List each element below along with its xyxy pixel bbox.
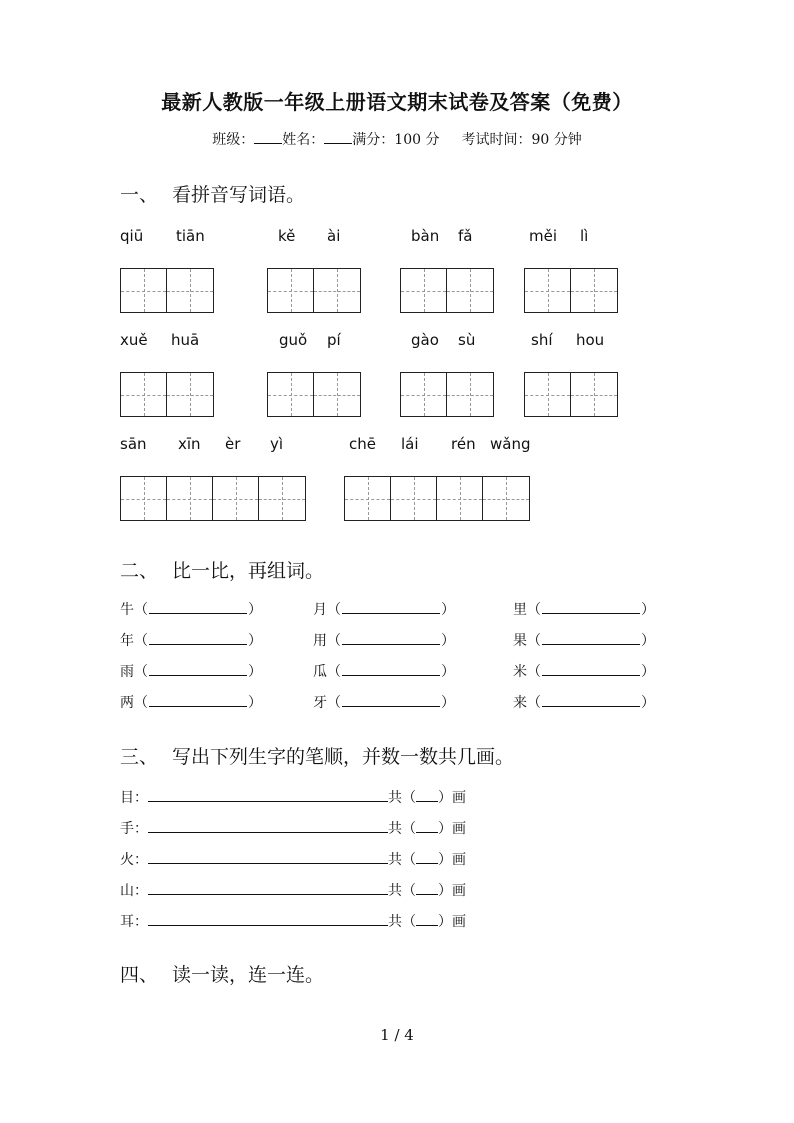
answer-line[interactable] xyxy=(542,600,640,614)
stroke-order-line[interactable] xyxy=(148,912,388,926)
compare-char: 牛 xyxy=(120,602,134,618)
stroke-order-line[interactable] xyxy=(148,788,388,802)
pinyin: huā xyxy=(171,331,200,349)
pinyin: pí xyxy=(327,331,341,349)
page-title: 最新人教版一年级上册语文期末试卷及答案（免费） xyxy=(161,90,633,114)
compare-char: 月 xyxy=(313,602,327,618)
compare-item[interactable] xyxy=(513,599,655,619)
stroke-char: 手： xyxy=(120,821,148,837)
close-paren: ） xyxy=(248,695,262,711)
class-blank[interactable] xyxy=(254,131,282,144)
stroke-item[interactable] xyxy=(120,787,466,807)
total-prefix: 共（ xyxy=(388,790,416,806)
total-suffix: ）画 xyxy=(438,883,466,899)
pinyin: èr xyxy=(225,435,241,453)
close-paren: ） xyxy=(441,695,455,711)
compare-char: 果 xyxy=(513,633,527,649)
compare-char: 雨 xyxy=(120,664,134,680)
stroke-item[interactable] xyxy=(120,849,466,869)
compare-char: 米 xyxy=(513,664,527,680)
compare-item[interactable] xyxy=(120,692,262,712)
writing-grid[interactable] xyxy=(400,268,494,313)
section2-number: 二、 xyxy=(120,560,159,582)
total-suffix: ）画 xyxy=(438,852,466,868)
stroke-count-blank[interactable] xyxy=(416,881,438,895)
pinyin: fǎ xyxy=(458,227,473,245)
pinyin: chē xyxy=(349,435,376,453)
answer-line[interactable] xyxy=(342,631,440,645)
section3-number: 三、 xyxy=(120,746,159,768)
total-prefix: 共（ xyxy=(388,883,416,899)
name-label: 姓名： xyxy=(282,132,325,148)
compare-char: 来 xyxy=(513,695,527,711)
writing-grid[interactable] xyxy=(400,372,494,417)
close-paren: ） xyxy=(441,664,455,680)
total-prefix: 共（ xyxy=(388,914,416,930)
pinyin: měi xyxy=(529,227,558,245)
section1-number: 一、 xyxy=(120,184,159,206)
answer-line[interactable] xyxy=(342,693,440,707)
compare-item[interactable] xyxy=(313,630,455,650)
open-paren: （ xyxy=(527,602,541,618)
stroke-item[interactable] xyxy=(120,880,466,900)
open-paren: （ xyxy=(134,633,148,649)
section1-title: 看拼音写词语。 xyxy=(172,184,306,206)
open-paren: （ xyxy=(527,695,541,711)
writing-grid[interactable] xyxy=(120,268,214,313)
pinyin: rén xyxy=(451,435,476,453)
writing-grid[interactable] xyxy=(267,372,361,417)
pinyin: guǒ xyxy=(279,331,308,349)
answer-line[interactable] xyxy=(342,662,440,676)
open-paren: （ xyxy=(527,664,541,680)
compare-char: 用 xyxy=(313,633,327,649)
total-suffix: ）画 xyxy=(438,914,466,930)
answer-line[interactable] xyxy=(149,662,247,676)
close-paren: ） xyxy=(641,602,655,618)
compare-item[interactable] xyxy=(313,599,455,619)
writing-grid[interactable] xyxy=(524,268,618,313)
stroke-char: 耳： xyxy=(120,914,148,930)
answer-line[interactable] xyxy=(542,693,640,707)
pinyin: xīn xyxy=(178,435,201,453)
compare-char: 牙 xyxy=(313,695,327,711)
section4-title: 读一读，连一连。 xyxy=(172,964,325,986)
compare-char: 年 xyxy=(120,633,134,649)
class-label: 班级： xyxy=(212,132,255,148)
stroke-order-line[interactable] xyxy=(148,819,388,833)
name-blank[interactable] xyxy=(324,131,352,144)
open-paren: （ xyxy=(327,664,341,680)
pinyin: sù xyxy=(458,331,476,349)
answer-line[interactable] xyxy=(542,631,640,645)
compare-item[interactable] xyxy=(120,630,262,650)
close-paren: ） xyxy=(248,602,262,618)
close-paren: ） xyxy=(248,633,262,649)
open-paren: （ xyxy=(527,633,541,649)
stroke-char: 火： xyxy=(120,852,148,868)
answer-line[interactable] xyxy=(149,631,247,645)
close-paren: ） xyxy=(441,633,455,649)
open-paren: （ xyxy=(327,695,341,711)
pinyin: sān xyxy=(120,435,147,453)
compare-char: 瓜 xyxy=(313,664,327,680)
open-paren: （ xyxy=(134,695,148,711)
total-suffix: ）画 xyxy=(438,790,466,806)
stroke-order-line[interactable] xyxy=(148,881,388,895)
section2-heading xyxy=(120,556,324,583)
answer-line[interactable] xyxy=(342,600,440,614)
total-suffix: ）画 xyxy=(438,821,466,837)
pinyin: lì xyxy=(580,227,589,245)
pinyin: ài xyxy=(327,227,341,245)
close-paren: ） xyxy=(641,633,655,649)
compare-item[interactable] xyxy=(513,630,655,650)
pinyin: shí xyxy=(531,331,553,349)
pinyin: wǎng xyxy=(490,435,531,453)
pinyin: xuě xyxy=(120,331,148,349)
pinyin: tiān xyxy=(176,227,205,245)
compare-char: 里 xyxy=(513,602,527,618)
compare-item[interactable] xyxy=(120,661,262,681)
compare-item[interactable] xyxy=(513,661,655,681)
answer-line[interactable] xyxy=(542,662,640,676)
section1-heading xyxy=(120,180,305,207)
section2-title: 比一比，再组词。 xyxy=(172,560,325,582)
pinyin: hou xyxy=(576,331,605,349)
compare-item[interactable] xyxy=(513,692,655,712)
pinyin: gào xyxy=(411,331,439,349)
section4-heading xyxy=(120,960,324,987)
close-paren: ） xyxy=(248,664,262,680)
answer-line[interactable] xyxy=(149,600,247,614)
close-paren: ） xyxy=(641,664,655,680)
stroke-count-blank[interactable] xyxy=(416,912,438,926)
total-prefix: 共（ xyxy=(388,821,416,837)
open-paren: （ xyxy=(327,633,341,649)
open-paren: （ xyxy=(134,664,148,680)
pinyin: qiū xyxy=(120,227,144,245)
stroke-count-blank[interactable] xyxy=(416,819,438,833)
pinyin: kě xyxy=(278,227,296,245)
total-prefix: 共（ xyxy=(388,852,416,868)
section3-heading xyxy=(120,742,514,769)
compare-char: 两 xyxy=(120,695,134,711)
writing-grid[interactable] xyxy=(524,372,618,417)
section4-number: 四、 xyxy=(120,964,159,986)
close-paren: ） xyxy=(441,602,455,618)
close-paren: ） xyxy=(641,695,655,711)
writing-grid[interactable] xyxy=(267,268,361,313)
page-number: 1 / 4 xyxy=(380,1026,414,1044)
section3-title: 写出下列生字的笔顺，并数一数共几画。 xyxy=(172,746,515,768)
writing-grid[interactable] xyxy=(120,476,306,521)
exam-info xyxy=(0,129,794,149)
stroke-item[interactable] xyxy=(120,818,466,838)
stroke-count-blank[interactable] xyxy=(416,850,438,864)
compare-item[interactable] xyxy=(313,661,455,681)
compare-item[interactable] xyxy=(120,599,262,619)
writing-grid[interactable] xyxy=(344,476,530,521)
open-paren: （ xyxy=(134,602,148,618)
pinyin: bàn xyxy=(411,227,440,245)
open-paren: （ xyxy=(327,602,341,618)
stroke-char: 目： xyxy=(120,790,148,806)
score-label: 满分：100 分 xyxy=(352,132,440,148)
stroke-count-blank[interactable] xyxy=(416,788,438,802)
stroke-order-line[interactable] xyxy=(148,850,388,864)
stroke-char: 山： xyxy=(120,883,148,899)
pinyin: lái xyxy=(401,435,419,453)
pinyin: yì xyxy=(270,435,284,453)
time-label: 考试时间：90 分钟 xyxy=(461,132,582,148)
answer-line[interactable] xyxy=(149,693,247,707)
compare-item[interactable] xyxy=(313,692,455,712)
stroke-item[interactable] xyxy=(120,911,466,931)
writing-grid[interactable] xyxy=(120,372,214,417)
